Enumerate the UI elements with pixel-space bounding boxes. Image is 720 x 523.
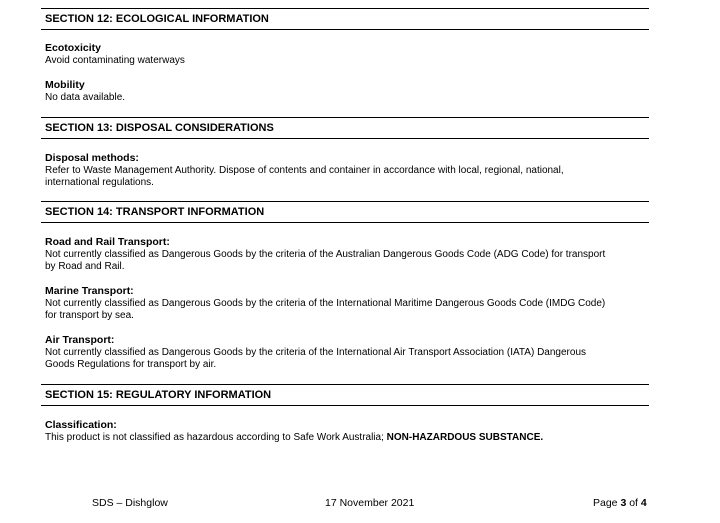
classification-title: Classification: (45, 419, 117, 431)
classification-block (45, 419, 653, 444)
mobility-title: Mobility (45, 79, 85, 91)
section-14-heading: SECTION 14: TRANSPORT INFORMATION (41, 201, 649, 223)
air-transport-block (45, 334, 653, 371)
section-12-heading: SECTION 12: ECOLOGICAL INFORMATION (41, 8, 649, 30)
marine-transport-line-2: for transport by sea. (45, 310, 134, 321)
road-transport-title: Road and Rail Transport: (45, 236, 170, 248)
road-transport-line-2: by Road and Rail. (45, 261, 125, 272)
marine-transport-title: Marine Transport: (45, 285, 134, 297)
disposal-title: Disposal methods: (45, 152, 139, 164)
section-13-heading: SECTION 13: DISPOSAL CONSIDERATIONS (41, 117, 649, 139)
marine-transport-block (45, 285, 653, 322)
ecotoxicity-text: Avoid contaminating waterways (45, 55, 185, 66)
road-transport-block (45, 236, 653, 273)
current-page: 3 (620, 497, 627, 509)
classification-text (45, 432, 653, 444)
marine-transport-line-1: Not currently classified as Dangerous Goods by the criteria of the International Maritime Dangerous Goods Code (IMDG Code) (45, 298, 606, 309)
classification-plain-text: This product is not classified as hazardous according to Safe Work Australia; (45, 432, 387, 443)
disposal-block (45, 152, 653, 189)
total-pages: 4 (640, 497, 647, 509)
footer-page-number (593, 497, 647, 509)
ecotoxicity-title: Ecotoxicity (45, 42, 102, 54)
footer-document-name: SDS – Dishglow (92, 497, 168, 509)
road-transport-line-1: Not currently classified as Dangerous Goods by the criteria of the Australian Dangerous Goods Code (ADG Code) for transport (45, 249, 606, 260)
air-transport-line-2: Goods Regulations for transport by air. (45, 359, 217, 370)
non-hazardous-label: NON-HAZARDOUS SUBSTANCE. (386, 432, 544, 443)
section-15-heading: SECTION 15: REGULATORY INFORMATION (41, 384, 649, 406)
footer-date: 17 November 2021 (325, 497, 415, 509)
disposal-line-1: Refer to Waste Management Authority. Dispose of contents and container in accordance with local, regional, national, (45, 165, 564, 176)
air-transport-line-1: Not currently classified as Dangerous Goods by the criteria of the International Air Transport Association (IATA) Dangerous (45, 347, 587, 358)
mobility-text: No data available. (45, 92, 126, 103)
disposal-line-2: international regulations. (45, 177, 154, 188)
page-prefix: Page (593, 497, 621, 509)
ecotoxicity-block (45, 42, 653, 67)
mobility-block (45, 79, 653, 104)
air-transport-title: Air Transport: (45, 334, 115, 346)
page-of: of (626, 497, 641, 509)
